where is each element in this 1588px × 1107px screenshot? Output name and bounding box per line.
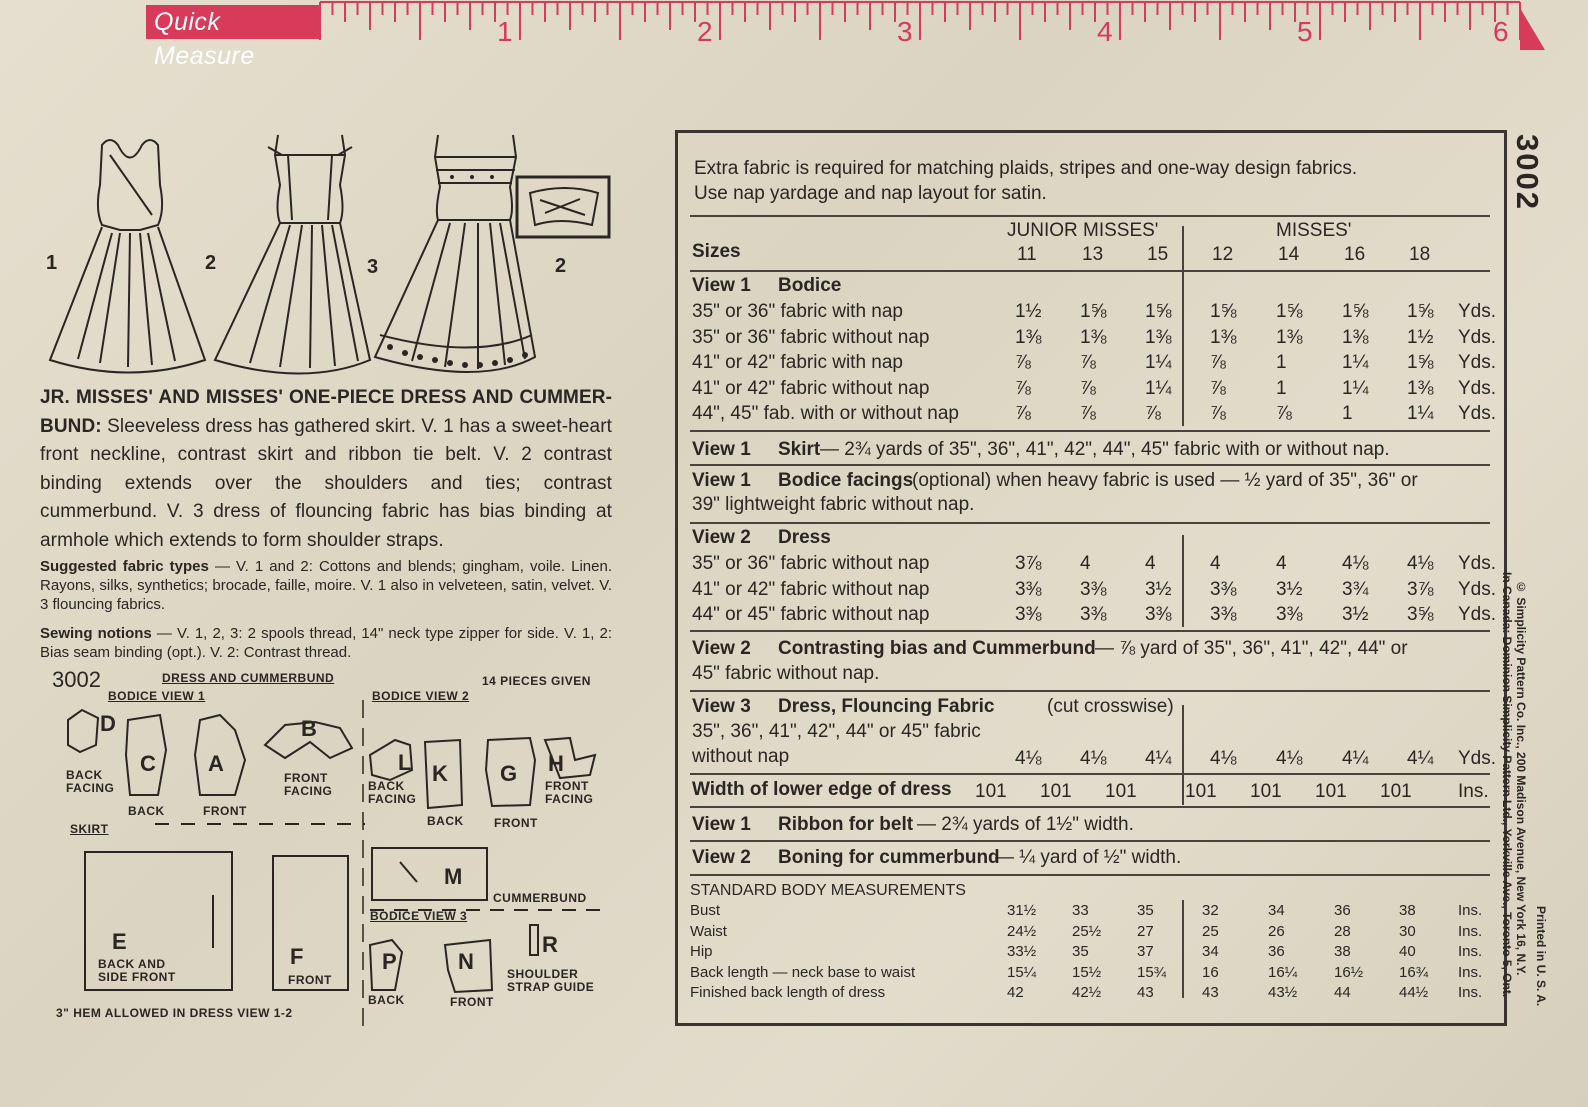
width-value: 101 <box>1040 781 1072 802</box>
rule <box>690 522 1490 524</box>
view-number-1: 1 <box>46 252 58 274</box>
measurement-unit: Ins. <box>1458 963 1483 981</box>
v3-dress-unit: Yds. <box>1458 748 1497 769</box>
back-label-p: BACK <box>368 993 405 1007</box>
v2-dress-view: View 2 <box>692 527 751 548</box>
width-value: 101 <box>1185 781 1217 802</box>
measurement-value: 28 <box>1334 922 1351 940</box>
piece-H: H <box>548 751 565 776</box>
piece-P: P <box>382 949 398 974</box>
measurement-label: Bust <box>690 902 721 919</box>
front-facing-label-h: FRONT FACING <box>545 779 594 806</box>
v1-bodice-row-value: 1⅜ <box>1080 326 1107 348</box>
piece-D: D <box>100 711 117 736</box>
measurement-value: 36 <box>1334 902 1351 919</box>
measurement-value: 38 <box>1399 902 1416 919</box>
v1-bodice-row-value: 1½ <box>1407 326 1434 348</box>
v2-dress-row-value: 4 <box>1210 553 1221 574</box>
rule <box>690 773 1490 775</box>
rule <box>690 874 1490 876</box>
v1-bodice-row-value: ⅞ <box>1015 377 1031 399</box>
v2-boning-text: — ¼ yard of ½" width. <box>995 847 1182 868</box>
piece-M: M <box>444 864 463 889</box>
column-divider <box>1182 535 1184 627</box>
v3-dress-line2: 35", 36", 41", 42", 44" or 45" fabric <box>692 721 981 742</box>
back-label-k: BACK <box>427 814 464 828</box>
column-divider <box>1182 705 1184 805</box>
measurement-value: 38 <box>1334 943 1351 960</box>
v1-bodice-row-value: ⅞ <box>1210 352 1226 373</box>
measurements-heading: STANDARD BODY MEASUREMENTS <box>690 882 966 899</box>
measurement-unit: Ins. <box>1458 943 1483 960</box>
piece-F: F <box>290 944 304 969</box>
v1-bodice-row-value: 1½ <box>1015 301 1042 322</box>
description-title: JR. MISSES' AND MISSES' ONE-PIECE DRESS AND CUMMER-BUND: <box>40 387 612 437</box>
piece-L: L <box>398 750 412 775</box>
rule <box>690 270 1490 272</box>
measurement-unit: Ins. <box>1458 984 1483 1001</box>
v1-bodice-row-value: ⅞ <box>1080 377 1096 399</box>
rule <box>690 630 1490 632</box>
back-facing-label-d: BACK FACING <box>66 768 115 795</box>
v3-dress-value: 4⅛ <box>1080 748 1107 769</box>
v2-boning-view: View 2 <box>692 847 751 868</box>
fabric-types <box>40 557 612 614</box>
v2-dress-row-value: 3⅝ <box>1407 604 1434 625</box>
v1-bodice-heading: Bodice <box>778 275 842 296</box>
v1-bodice-row-value: ⅞ <box>1015 352 1031 373</box>
printed-text: Printed in U. S. A. <box>1534 906 1548 1007</box>
v1-bodice-row-value: 1⅜ <box>1015 326 1042 348</box>
v1-bodice-row-value: 1⅝ <box>1145 301 1172 322</box>
view-number-2: 2 <box>205 252 217 274</box>
v1-bodice-view: View 1 <box>692 275 751 296</box>
v2-dress-row-value: 3½ <box>1276 578 1303 600</box>
size-header: 12 <box>1212 244 1234 265</box>
measurement-value: 16½ <box>1334 963 1364 981</box>
measurement-label: Waist <box>690 922 727 940</box>
v2-boning-heading: Boning for cummerbund <box>778 847 1000 868</box>
measurement-value: 33 <box>1072 902 1089 919</box>
width-value: 101 <box>1380 781 1412 802</box>
v1-facings-view: View 1 <box>692 470 751 491</box>
v2-dress-row-value: 4 <box>1145 553 1156 574</box>
v3-dress-value: 4¼ <box>1342 748 1369 769</box>
measurement-value: 25 <box>1202 922 1219 940</box>
measurement-unit: Ins. <box>1458 902 1483 919</box>
v1-bodice-row-value: 1¼ <box>1342 377 1369 399</box>
measurement-value: 24½ <box>1007 922 1037 940</box>
measurement-unit: Ins. <box>1458 922 1483 940</box>
v1-bodice-row-unit: Yds. <box>1458 377 1497 399</box>
piece-G: G <box>500 761 518 786</box>
measurement-label: Finished back length of dress <box>690 984 886 1001</box>
rule <box>690 806 1490 808</box>
measurement-value: 16¾ <box>1399 963 1429 981</box>
piece-E: E <box>112 929 128 954</box>
back-facing-label-l: BACK FACING <box>368 779 417 806</box>
skirt-label: SKIRT <box>70 822 109 836</box>
v2-dress-row-value: 3⅞ <box>1015 553 1042 574</box>
v3-dress-value: 4⅛ <box>1210 748 1237 769</box>
width-label: Width of lower edge of dress <box>692 779 952 800</box>
rule <box>690 215 1490 217</box>
v2-bias-heading: Contrasting bias and Cummerbund <box>778 638 1096 659</box>
pieces-heading: DRESS AND CUMMERBUND <box>162 671 335 685</box>
measurement-value: 32 <box>1202 902 1219 919</box>
pieces-given: 14 PIECES GIVEN <box>482 674 591 688</box>
view-number-3: 3 <box>367 256 379 278</box>
v2-dress-row-label: 35" or 36" fabric without nap <box>692 553 930 574</box>
v1-skirt-view: View 1 <box>692 439 751 460</box>
junior-misses-label: JUNIOR MISSES' <box>1007 220 1159 241</box>
v1-bodice-row-value: ⅞ <box>1080 352 1096 373</box>
measurement-value: 15¾ <box>1137 963 1167 981</box>
piece-N: N <box>458 949 475 974</box>
back-label-c: BACK <box>128 804 165 818</box>
width-unit: Ins. <box>1458 781 1489 802</box>
measurement-value: 35 <box>1072 943 1089 960</box>
v2-dress-row-value: 3¾ <box>1342 578 1369 600</box>
v1-bodice-row-value: 1⅝ <box>1407 301 1434 322</box>
ruler-number-2: 2 <box>697 16 713 47</box>
v1-bodice-row-label: 44", 45" fab. with or without nap <box>692 403 959 424</box>
sewing-notions-text: — V. 1, 2, 3: 2 spools thread, 14" neck type zipper for side. V. 1, 2: Bias seam binding (opt.). V. 2: Contrast thread. <box>40 625 612 661</box>
front-label-a: FRONT <box>203 804 247 818</box>
v2-dress-row-value: 3⅜ <box>1276 604 1303 625</box>
v1-bodice-row-value: 1 <box>1276 377 1287 399</box>
v1-bodice-row-value: 1¼ <box>1145 377 1172 399</box>
v1-bodice-row-value: 1 <box>1342 403 1353 424</box>
v3-dress-line3: without nap <box>692 746 790 767</box>
v3-dress-value: 4¼ <box>1145 748 1172 769</box>
ruler-end-arrow <box>1520 8 1545 50</box>
piece-C: C <box>140 751 157 776</box>
size-header: 14 <box>1278 244 1300 265</box>
shoulder-strap-guide-label: SHOULDER STRAP GUIDE <box>507 967 595 994</box>
v1-bodice-row-unit: Yds. <box>1458 352 1497 373</box>
v1-skirt-heading: Skirt <box>778 439 821 460</box>
view-number-cummerbund: 2 <box>555 255 567 277</box>
v1-bodice-row-value: ⅞ <box>1210 377 1226 399</box>
measurement-value: 27 <box>1137 922 1154 940</box>
column-divider <box>1182 226 1184 426</box>
quick-measure-ruler <box>0 0 1588 70</box>
measurement-value: 16 <box>1202 963 1219 981</box>
v1-bodice-row-value: 1⅝ <box>1210 301 1237 322</box>
front-label-f: FRONT <box>288 973 332 987</box>
measurement-value: 44 <box>1334 984 1351 1001</box>
width-value: 101 <box>1250 781 1282 802</box>
v1-bodice-row-label: 41" or 42" fabric without nap <box>692 377 930 399</box>
cummerbund-label: CUMMERBUND <box>493 891 587 905</box>
description-body: Sleeveless dress has gathered skirt. V. 1 has a sweet-heart front neckline, contrast skirt and ribbon tie belt. V. 2 contrast binding extends over the shoulders and ties; contrast cummerbund. V. 3 dress of flouncing fabric has bias binding at armhole which extends to form shoulder straps. <box>40 415 612 551</box>
measurement-value: 37 <box>1137 943 1154 960</box>
v2-dress-row-value: 3⅜ <box>1015 604 1042 625</box>
fabric-types-text: — V. 1 and 2: Cottons and blends; gingham, voile. Linen. Rayons, silks, synthetics; brocade, faille, moire. V. 1 also in velveteen, satin, velvet. V. 3 flouncing fabrics. <box>40 558 612 613</box>
v2-dress-row-unit: Yds. <box>1458 553 1497 574</box>
v2-bias-text2: 45" fabric without nap. <box>692 663 880 684</box>
v3-dress-heading: Dress, Flouncing Fabric <box>778 696 995 717</box>
v3-dress-note: (cut crosswise) <box>1047 696 1174 717</box>
sewing-notions <box>40 624 612 662</box>
v2-dress-row-label: 41" or 42" fabric without nap <box>692 578 930 600</box>
size-header: 13 <box>1082 244 1104 265</box>
front-label-g: FRONT <box>494 816 538 830</box>
back-side-front-label: BACK AND SIDE FRONT <box>98 957 176 984</box>
sewing-notions-label: Sewing notions <box>40 625 152 642</box>
fabric-types-label: Suggested fabric types <box>40 558 209 575</box>
v1-bodice-row-value: 1⅝ <box>1276 301 1303 322</box>
v3-dress-value: 4¼ <box>1407 748 1434 769</box>
v1-bodice-row-value: ⅞ <box>1015 403 1031 424</box>
measurement-value: 40 <box>1399 943 1416 960</box>
v1-bodice-row-value: 1¼ <box>1407 403 1434 424</box>
v2-dress-row-value: 3⅜ <box>1210 604 1237 625</box>
size-header: 16 <box>1344 244 1366 265</box>
measurement-value: 43 <box>1137 984 1154 1001</box>
rule <box>690 430 1490 432</box>
measurement-label: Hip <box>690 943 713 960</box>
v1-bodice-row-value: ⅞ <box>1210 403 1226 424</box>
size-header: 15 <box>1147 244 1169 265</box>
v2-dress-row-unit: Yds. <box>1458 604 1497 625</box>
ruler-number-6: 6 <box>1493 16 1509 47</box>
v2-dress-heading: Dress <box>778 527 831 548</box>
measurement-value: 43½ <box>1268 984 1298 1001</box>
intro-line-1: Extra fabric is required for matching plaids, stripes and one-way design fabrics. <box>694 158 1358 179</box>
v2-dress-row-value: 3½ <box>1145 578 1172 600</box>
v2-bias-text: — ⅞ yard of 35", 36", 41", 42", 44" or <box>1095 638 1408 659</box>
measurement-value: 15¼ <box>1007 963 1037 981</box>
bodice-view-1-label: BODICE VIEW 1 <box>108 689 206 703</box>
v2-dress-row-value: 3½ <box>1342 604 1369 625</box>
v2-dress-row-value: 4⅛ <box>1407 553 1434 574</box>
v2-dress-row-unit: Yds. <box>1458 578 1497 600</box>
v1-bodice-row-unit: Yds. <box>1458 326 1497 348</box>
v2-dress-row-value: 3⅜ <box>1210 578 1237 600</box>
v1-ribbon-heading: Ribbon for belt <box>778 814 914 835</box>
measurement-value: 33½ <box>1007 943 1037 960</box>
v2-dress-row-label: 44" or 45" fabric without nap <box>692 604 930 625</box>
front-facing-label-b: FRONT FACING <box>284 771 333 798</box>
v1-facings-heading: Bodice facings <box>778 470 914 491</box>
v1-ribbon-view: View 1 <box>692 814 751 835</box>
column-divider <box>1182 900 1184 998</box>
measurement-value: 42 <box>1007 984 1024 1001</box>
ruler-number-4: 4 <box>1097 16 1113 47</box>
v2-dress-row-value: 3⅜ <box>1080 578 1107 600</box>
measurement-value: 15½ <box>1072 963 1102 981</box>
v1-bodice-row-value: 1⅜ <box>1342 326 1369 348</box>
v1-bodice-row-label: 35" or 36" fabric with nap <box>692 301 903 322</box>
ruler-number-5: 5 <box>1297 16 1313 47</box>
measurement-value: 31½ <box>1007 902 1037 919</box>
width-value: 101 <box>1315 781 1347 802</box>
measurement-value: 30 <box>1399 922 1416 940</box>
piece-A: A <box>208 751 225 776</box>
v2-dress-row-value: 3⅜ <box>1145 604 1172 625</box>
measurement-value: 36 <box>1268 943 1285 960</box>
v1-bodice-row-value: 1⅝ <box>1342 301 1369 322</box>
sizes-label: Sizes <box>692 241 741 262</box>
misses-label: MISSES' <box>1276 220 1352 241</box>
v1-ribbon-text: — 2¾ yards of 1½" width. <box>917 814 1134 835</box>
v2-dress-row-value: 4 <box>1080 553 1091 574</box>
bodice-view-3-label: BODICE VIEW 3 <box>370 909 468 923</box>
measurement-value: 34 <box>1268 902 1285 919</box>
v3-dress-view: View 3 <box>692 696 751 717</box>
side-pattern-number: 3002 <box>1510 134 1545 211</box>
front-label-n: FRONT <box>450 995 494 1009</box>
v1-bodice-row-value: 1¼ <box>1342 352 1369 373</box>
v1-bodice-row-value: ⅞ <box>1080 403 1096 424</box>
dress-view-3-drawing <box>375 135 535 372</box>
width-value: 101 <box>975 781 1007 802</box>
v2-dress-row-value: 3⅞ <box>1407 578 1434 600</box>
v1-bodice-row-value: 1¼ <box>1145 352 1172 373</box>
v1-bodice-row-value: 1⅜ <box>1210 326 1237 348</box>
measurement-value: 26 <box>1268 922 1285 940</box>
piece-B: B <box>301 716 318 741</box>
measurement-value: 43 <box>1202 984 1219 1001</box>
rule <box>690 690 1490 692</box>
measurement-value: 34 <box>1202 943 1219 960</box>
measurement-value: 42½ <box>1072 984 1102 1001</box>
v2-dress-row-value: 4⅛ <box>1342 553 1369 574</box>
ruler-number-3: 3 <box>897 16 913 47</box>
quick-measure-label: Quick Measure <box>146 5 320 39</box>
v1-facings-text: (optional) when heavy fabric is used — ½ yard of 35", 36" or <box>912 470 1418 491</box>
v1-bodice-row-value: 1⅜ <box>1407 377 1434 399</box>
v1-bodice-row-value: 1⅝ <box>1407 352 1434 373</box>
v1-bodice-row-value: 1⅜ <box>1145 326 1172 348</box>
hem-note: 3" HEM ALLOWED IN DRESS VIEW 1-2 <box>56 1006 293 1020</box>
v1-bodice-row-value: 1⅜ <box>1276 326 1303 348</box>
copyright-text: © Simplicity Pattern Co. Inc., 200 Madison Avenue, New York 16, N.Y. <box>1514 580 1528 976</box>
rule <box>690 840 1490 842</box>
v2-dress-row-value: 3⅜ <box>1080 604 1107 625</box>
rule <box>690 464 1490 466</box>
piece-R: R <box>542 932 559 957</box>
v1-bodice-row-label: 41" or 42" fabric with nap <box>692 352 903 373</box>
pieces-pattern-number: 3002 <box>52 667 101 692</box>
measurement-label: Back length — neck base to waist <box>690 963 916 981</box>
intro-line-2: Use nap yardage and nap layout for satin. <box>694 183 1047 204</box>
v1-bodice-row-unit: Yds. <box>1458 301 1497 322</box>
v3-dress-value: 4⅛ <box>1015 748 1042 769</box>
measurement-value: 44½ <box>1399 984 1429 1001</box>
size-header: 18 <box>1409 244 1431 265</box>
pattern-description <box>40 384 612 555</box>
bodice-view-2-label: BODICE VIEW 2 <box>372 689 470 703</box>
v1-facings-text2: 39" lightweight fabric without nap. <box>692 494 975 515</box>
v1-bodice-row-unit: Yds. <box>1458 403 1497 424</box>
measurement-value: 35 <box>1137 902 1154 919</box>
measurement-value: 25½ <box>1072 922 1102 940</box>
v1-bodice-row-value: 1 <box>1276 352 1287 373</box>
size-header: 11 <box>1017 244 1037 265</box>
v1-bodice-row-value: ⅞ <box>1145 403 1161 424</box>
dress-illustrations <box>40 125 620 380</box>
piece-K: K <box>432 761 449 786</box>
v1-bodice-row-value: 1⅝ <box>1080 301 1107 322</box>
v2-dress-row-value: 3⅜ <box>1015 578 1042 600</box>
v1-skirt-text: — 2¾ yards of 35", 36", 41", 42", 44", 45" fabric with or without nap. <box>820 439 1390 460</box>
canada-text: In Canada: Dominion Simplicity Pattern Ltd., Yorkville Ave., Toronto 5, Ont. <box>1500 572 1514 998</box>
ruler-number-1: 1 <box>497 16 513 47</box>
dress-view-2-drawing <box>215 135 370 374</box>
v2-bias-view: View 2 <box>692 638 751 659</box>
v2-dress-row-value: 4 <box>1276 553 1287 574</box>
width-value: 101 <box>1105 781 1137 802</box>
v1-bodice-row-value: ⅞ <box>1276 403 1292 424</box>
v3-dress-value: 4⅛ <box>1276 748 1303 769</box>
dress-view-1-drawing <box>50 140 205 373</box>
measurement-value: 16¼ <box>1268 963 1298 981</box>
v1-bodice-row-label: 35" or 36" fabric without nap <box>692 326 930 348</box>
